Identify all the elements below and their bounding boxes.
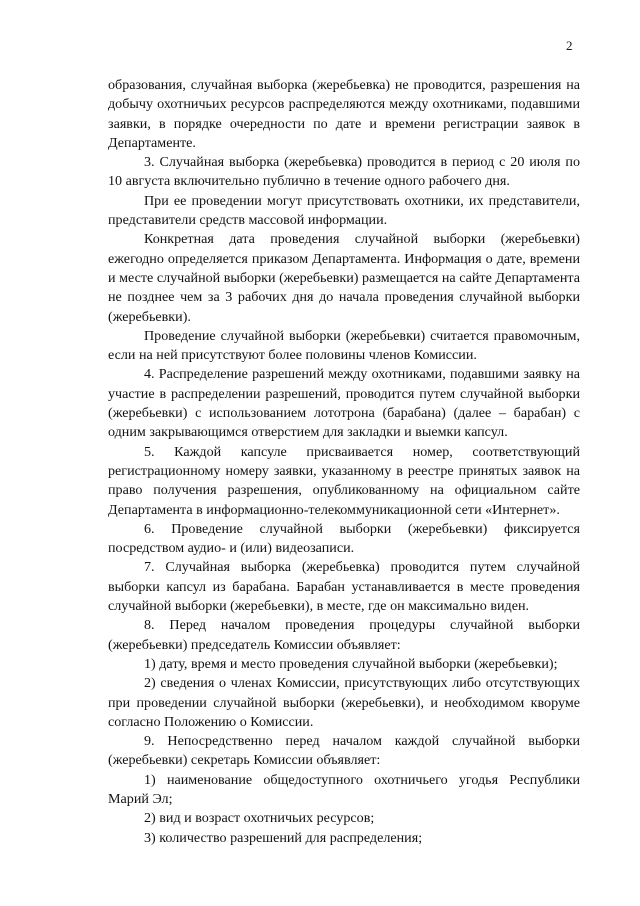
list-item-9-1: 1) наименование общедоступного охотничьего угодья Республики Марий Эл;	[108, 771, 580, 807]
paragraph-item-8: 8. Перед началом проведения процедуры случайной выборки (жеребьевки) председатель Комиссии объявляет:	[108, 617, 580, 653]
paragraph-attendees: При ее проведении могут присутствовать охотники, их представители, представители средств массовой информации.	[108, 192, 580, 229]
list-item-9-3: 3) количество разрешений для распределения;	[144, 829, 423, 846]
paragraph-item-3: 3. Случайная выборка (жеребьевка) проводится в период с 20 июля по 10 августа включительно публично в течение одного рабочего дня.	[108, 154, 580, 190]
list-item-8-2: 2) сведения о членах Комиссии, присутствующих либо отсутствующих при проведении случайной выборки (жеребьевки), и необходимом кворуме согласно Положению о Комиссии.	[108, 675, 580, 730]
paragraph-item-9: 9. Непосредственно перед началом каждой случайной выборки (жеребьевки) секретарь Комиссии объявляет:	[108, 733, 580, 769]
list-item-9-2: 2) вид и возраст охотничьих ресурсов;	[144, 810, 375, 827]
paragraph-quorum: Проведение случайной выборки (жеребьевки) считается правомочным, если на ней присутствуют более половины членов Комиссии.	[108, 327, 580, 364]
paragraph-item-4: 4. Распределение разрешений между охотниками, подавшими заявку на участие в распределении разрешений, проводится путем случайной выборки (жеребьевки) с использованием лототрона (барабана) (далее – барабан) с одним закрывающимся отверстием для закладки и выемки капсул.	[108, 366, 580, 441]
paragraph-item-5: 5. Каждой капсуле присваивается номер, соответствующий регистрационному номеру заявки, указанному в реестре принятых заявок на право получения разрешения, опубликованному на официальном сайте Департамента в информационно-телекоммуникационной сети «Интернет».	[108, 443, 580, 518]
page-number: 2	[566, 38, 573, 53]
list-item-8-1: 1) дату, время и место проведения случайной выборки (жеребьевки);	[144, 655, 558, 672]
paragraph-continuation: образования, случайная выборка (жеребьевка) не проводится, разрешения на добычу охотничьих ресурсов распределяются между охотниками, подавшими заявки, в порядке очередности по дате и времени регистрации заявок в Департаменте.	[108, 77, 580, 151]
paragraph-date-announcement: Конкретная дата проведения случайной выборки (жеребьевки) ежегодно определяется приказом Департамента. Информация о дате, времени и месте случайной выборки (жеребьевки) размещается на сайте Департамента не позднее чем за 3 рабочих дня до начала проведения случайной выборки (жеребьевки).	[108, 231, 580, 325]
paragraph-item-7: 7. Случайная выборка (жеребьевка) проводится путем случайной выборки капсул из барабана. Барабан устанавливается в месте проведения случайной выборки (жеребьевки), в месте, где он максимально виден.	[108, 559, 580, 615]
paragraph-item-6: 6. Проведение случайной выборки (жеребьевки) фиксируется посредством аудио- и (или) видеозаписи.	[108, 520, 580, 557]
document-body	[108, 76, 580, 848]
